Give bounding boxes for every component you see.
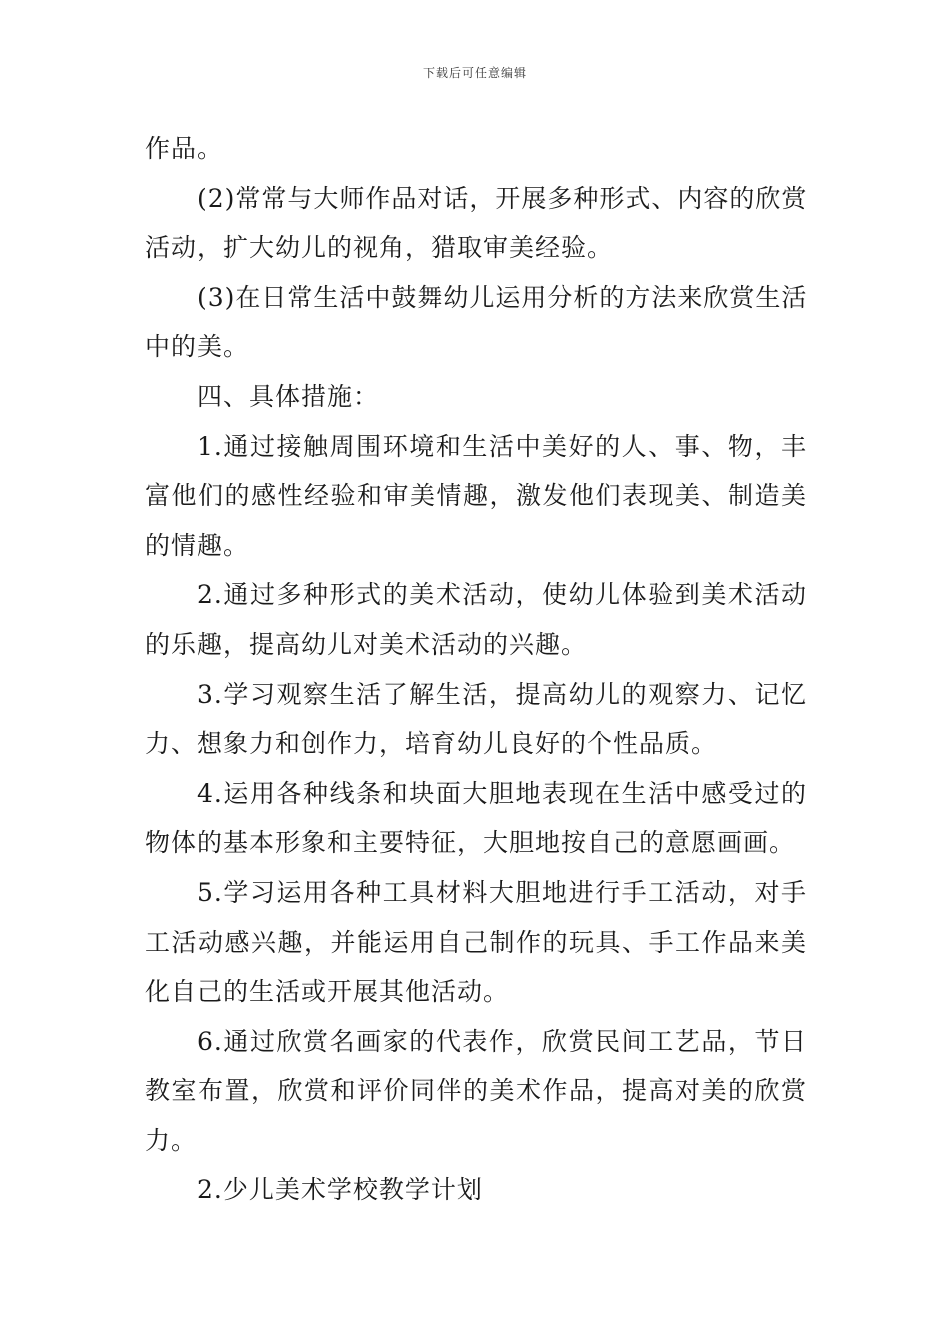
page-header-note: 下载后可任意编辑 <box>422 66 527 80</box>
text-line: 5.学习运用各种工具材料大胆地进行手工活动，对手 <box>197 877 807 907</box>
text-line: 中的美。 <box>145 332 250 362</box>
text-line: 作品。 <box>145 134 224 163</box>
text-line: 活动，扩大幼儿的视角，猎取审美经验。 <box>145 233 614 263</box>
text-line: 3.学习观察生活了解生活，提高幼儿的观察力、记忆 <box>197 679 807 709</box>
text-line: (3)在日常生活中鼓舞幼儿运用分析的方法来欣赏生活 <box>197 282 808 312</box>
text-line: 富他们的感性经验和审美情趣，激发他们表现美、制造美 <box>145 481 807 511</box>
text-line: (2)常常与大师作品对话，开展多种形式、内容的欣赏 <box>197 183 808 213</box>
text-line: 4.运用各种线条和块面大胆地表现在生活中感受过的 <box>197 778 807 808</box>
text-line: 化自己的生活或开展其他活动。 <box>145 977 510 1007</box>
text-line: 工活动感兴趣，并能运用自己制作的玩具、手工作品来美 <box>145 927 807 957</box>
text-line: 力。 <box>145 1125 198 1155</box>
section-heading: 四、具体措施： <box>197 381 380 411</box>
text-line: 6.通过欣赏名画家的代表作，欣赏民间工艺品，节日 <box>197 1026 807 1056</box>
text-line: 的乐趣，提高幼儿对美术活动的兴趣。 <box>145 629 588 659</box>
text-line: 教室布置，欣赏和评价同伴的美术作品，提高对美的欣赏 <box>145 1076 807 1106</box>
section-heading: 2.少儿美术学校教学计划 <box>197 1175 483 1205</box>
text-line: 2.通过多种形式的美术活动，使幼儿体验到美术活动 <box>197 580 807 610</box>
text-line: 的情趣。 <box>145 530 250 560</box>
text-line: 物体的基本形象和主要特征，大胆地按自己的意愿画画。 <box>145 828 796 858</box>
text-line: 1.通过接触周围环境和生活中美好的人、事、物，丰 <box>197 431 807 461</box>
document-body <box>145 124 807 1215</box>
text-line: 力、想象力和创作力，培育幼儿良好的个性品质。 <box>145 729 718 759</box>
